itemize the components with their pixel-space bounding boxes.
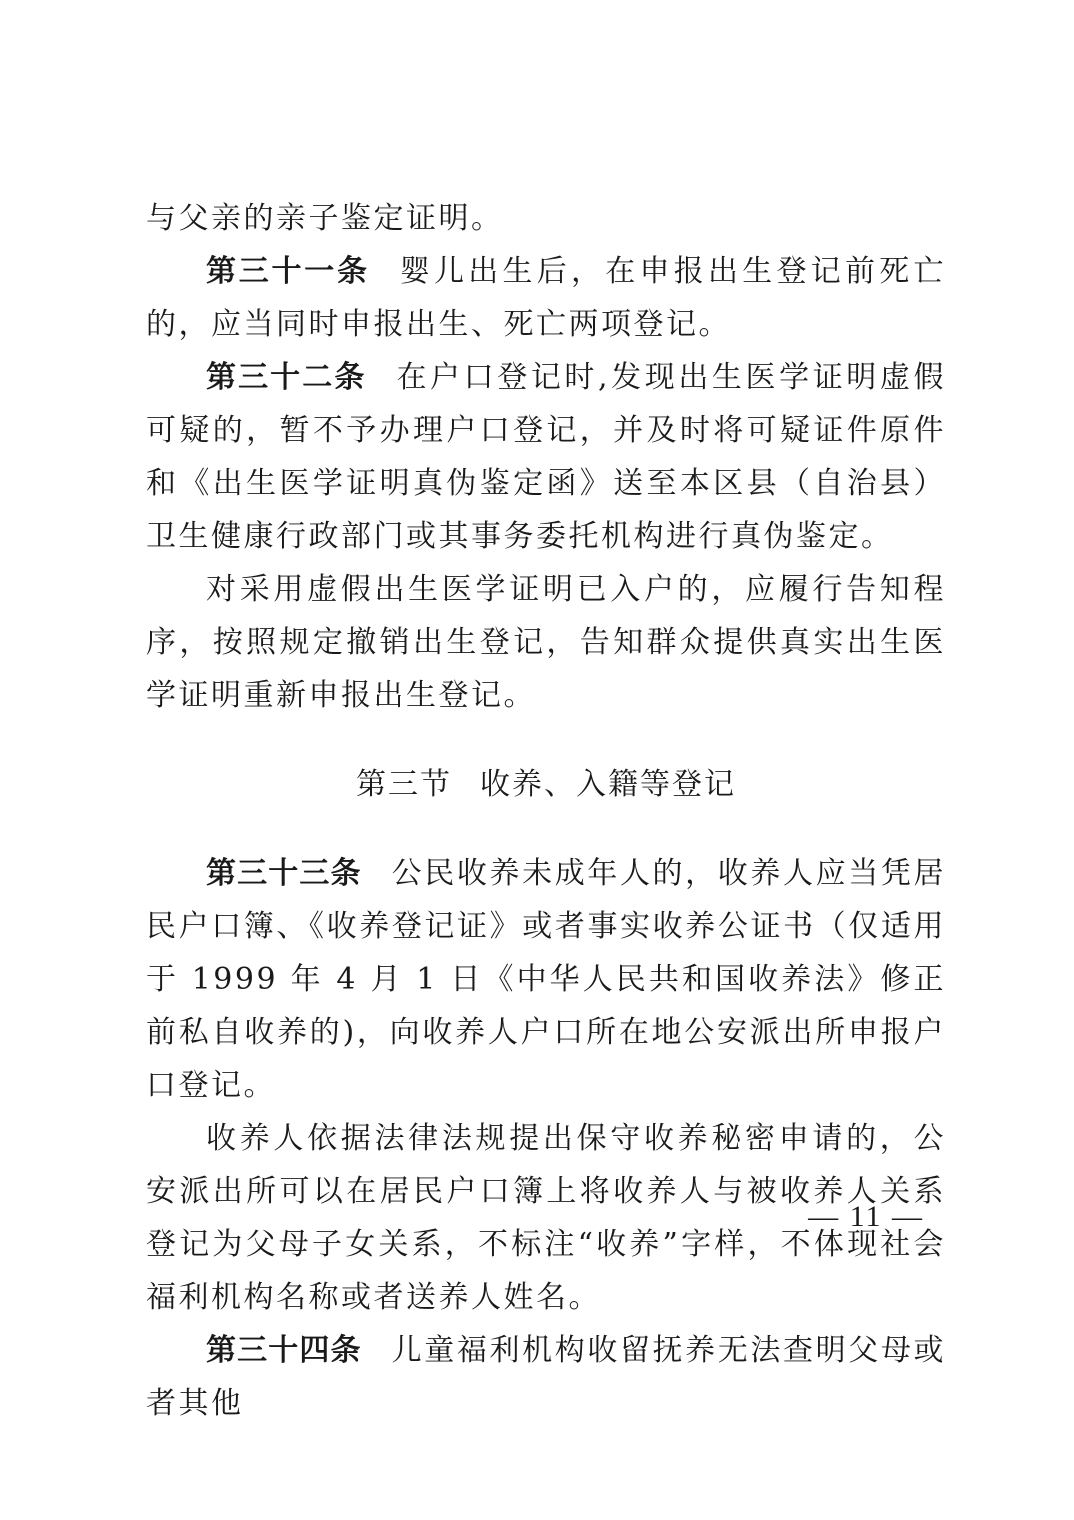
page-number: — 11 —: [808, 1200, 924, 1233]
article-number: 第三十二条: [206, 360, 367, 395]
article-number: 第三十四条: [206, 1333, 362, 1368]
paragraph-continuation: 与父亲的亲子鉴定证明。: [146, 201, 504, 236]
article-34: [146, 1324, 946, 1430]
article-number: 第三十三条: [206, 856, 362, 891]
paragraph-false-certificate: 对采用虚假出生医学证明已入户的，应履行告知程序，按照规定撤销出生登记，告知群众提供真实出生医学证明重新申报出生登记。: [146, 572, 946, 713]
section-number: 第三节: [356, 767, 452, 802]
article-text: 在户口登记时,发现出生医学证明虚假可疑的，暂不予办理户口登记，并及时将可疑证件原件和《出生医学证明真伪鉴定函》送至本区县（自治县）卫生健康行政部门或其事务委托机构进行真伪鉴定。: [146, 360, 946, 554]
document-body: [146, 192, 946, 1430]
article-32: [146, 351, 946, 563]
article-33: [146, 847, 946, 1112]
section-heading: [146, 758, 946, 811]
article-text: 公民收养未成年人的，收养人应当凭居民户口簿、《收养登记证》或者事实收养公证书（仅适用于 1999 年 4 月 1 日《中华人民共和国收养法》修正前私自收养的)，向收养人户口所在地公安派出所申报户口登记。: [146, 856, 947, 1103]
article-text: 婴儿出生后，在申报出生登记前死亡的，应当同时申报出生、死亡两项登记。: [146, 254, 946, 342]
article-text: 儿童福利机构收留抚养无法查明父母或者其他: [146, 1333, 947, 1421]
article-31: [146, 245, 946, 351]
section-title-text: 收养、入籍等登记: [480, 767, 736, 802]
article-number: 第三十一条: [206, 254, 370, 289]
paragraph-adoption-secret: 收养人依据法律法规提出保守收养秘密申请的，公安派出所可以在居民户口簿上将收养人与被收养人关系登记为父母子女关系，不标注“收养”字样，不体现社会福利机构名称或者送养人姓名。: [146, 1121, 946, 1315]
